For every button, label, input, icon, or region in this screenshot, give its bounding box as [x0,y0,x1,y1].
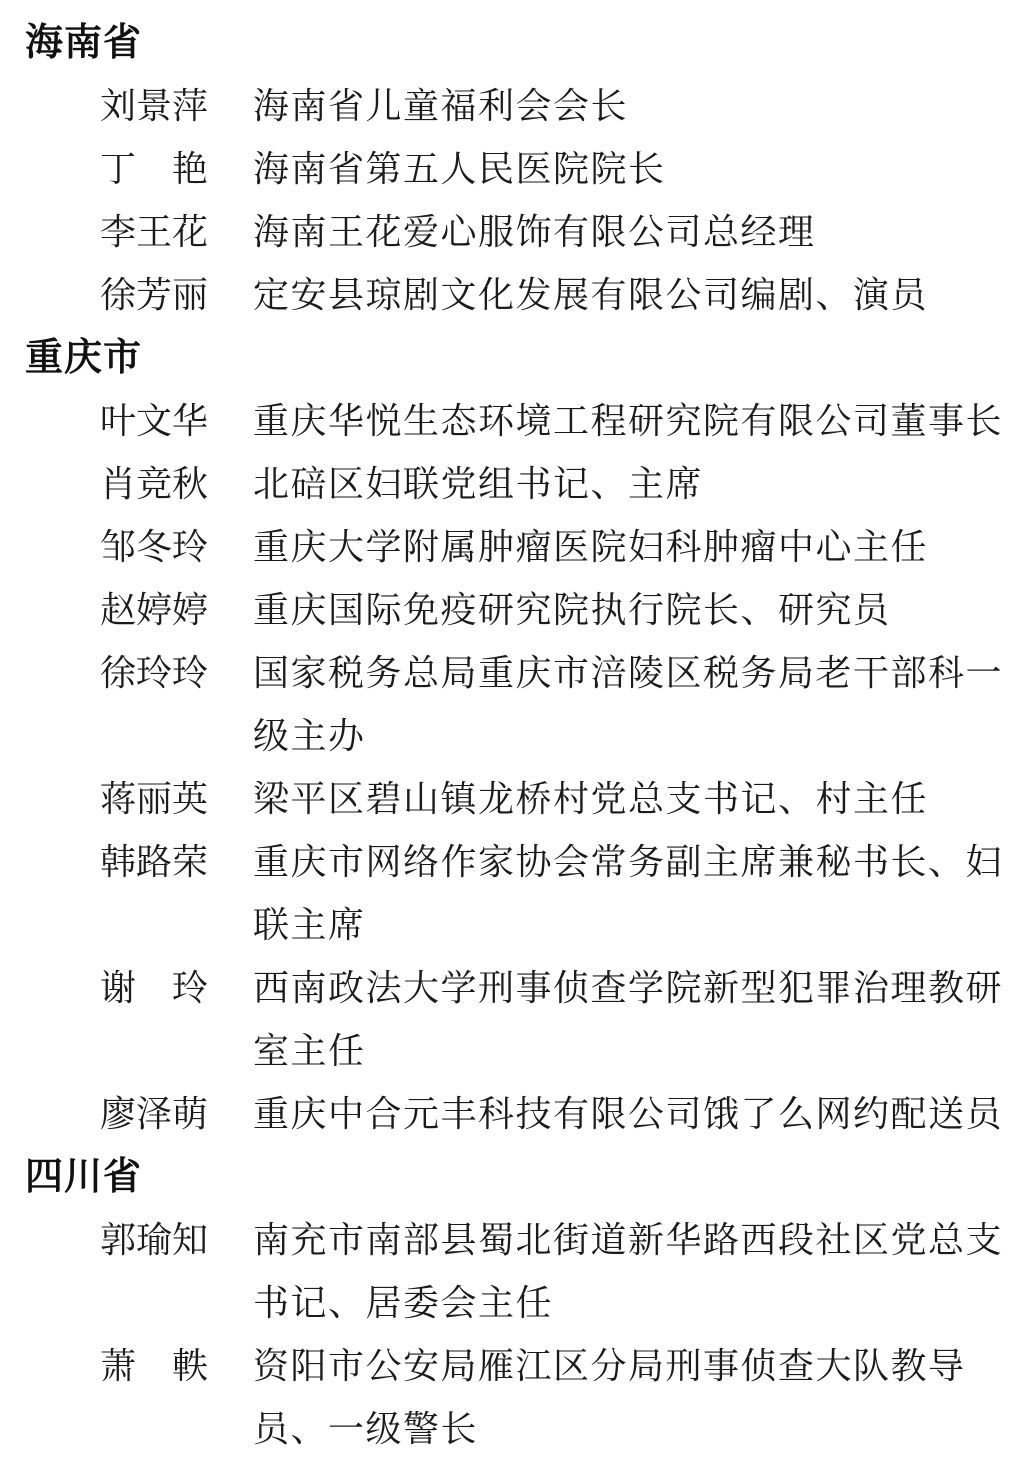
list-item [0,1209,1025,1335]
person-name: 丁 艳 [100,149,209,189]
list-item [0,768,1025,831]
person-title: 重庆中合元丰科技有限公司饿了么网约配送员 [253,1094,1004,1134]
province-section [0,327,1025,1146]
list-item [0,453,1025,516]
person-title: 海南王花爱心服饰有限公司总经理 [253,212,816,252]
person-title: 南充市南部县蜀北街道新华路西段社区党总支书记、居委会主任 [253,1220,1004,1323]
province-section [0,12,1025,327]
province-header: 四川省 [25,1156,143,1198]
sections-root [0,12,1025,1461]
person-name: 蒋丽英 [100,779,209,819]
person-name: 萧 軼 [100,1346,209,1386]
list-item [0,642,1025,768]
person-title: 梁平区碧山镇龙桥村党总支书记、村主任 [253,779,929,819]
person-title: 北碚区妇联党组书记、主席 [253,464,704,504]
person-title: 资阳市公安局雁江区分局刑事侦查大队教导员、一级警长 [253,1346,966,1449]
person-name: 徐芳丽 [100,275,209,315]
list-item [0,1335,1025,1461]
province-entries [0,390,1025,1146]
person-title: 重庆大学附属肿瘤医院妇科肿瘤中心主任 [253,527,929,567]
person-title: 国家税务总局重庆市涪陵区税务局老干部科一级主办 [253,653,1004,756]
province-section [0,1146,1025,1461]
province-header: 海南省 [25,22,143,64]
province-entries [0,1209,1025,1461]
province-entries [0,75,1025,327]
list-item [0,390,1025,453]
list-item [0,831,1025,957]
list-item [0,516,1025,579]
person-name: 邹冬玲 [100,527,209,567]
list-item [0,75,1025,138]
person-name: 肖竞秋 [100,464,209,504]
person-name: 郭瑜知 [100,1220,209,1260]
person-title: 重庆国际免疫研究院执行院长、研究员 [253,590,891,630]
list-item [0,957,1025,1083]
person-name: 赵婷婷 [100,590,209,630]
list-item [0,138,1025,201]
person-title: 西南政法大学刑事侦查学院新型犯罪治理教研室主任 [253,968,1004,1071]
person-name: 韩路荣 [100,842,209,882]
list-item [0,1083,1025,1146]
person-title: 重庆华悦生态环境工程研究院有限公司董事长 [253,401,1004,441]
person-title: 定安县琼剧文化发展有限公司编剧、演员 [253,275,929,315]
person-title: 海南省第五人民医院院长 [253,149,666,189]
person-name: 刘景萍 [100,86,209,126]
person-name: 徐玲玲 [100,653,209,693]
list-item [0,579,1025,642]
person-name: 廖泽萌 [100,1094,209,1134]
province-header: 重庆市 [25,337,143,379]
person-name: 李王花 [100,212,209,252]
person-name: 谢 玲 [100,968,209,1008]
person-title: 重庆市网络作家协会常务副主席兼秘书长、妇联主席 [253,842,1004,945]
list-item [0,201,1025,264]
person-name: 叶文华 [100,401,209,441]
list-item [0,264,1025,327]
person-title: 海南省儿童福利会会长 [253,86,629,126]
